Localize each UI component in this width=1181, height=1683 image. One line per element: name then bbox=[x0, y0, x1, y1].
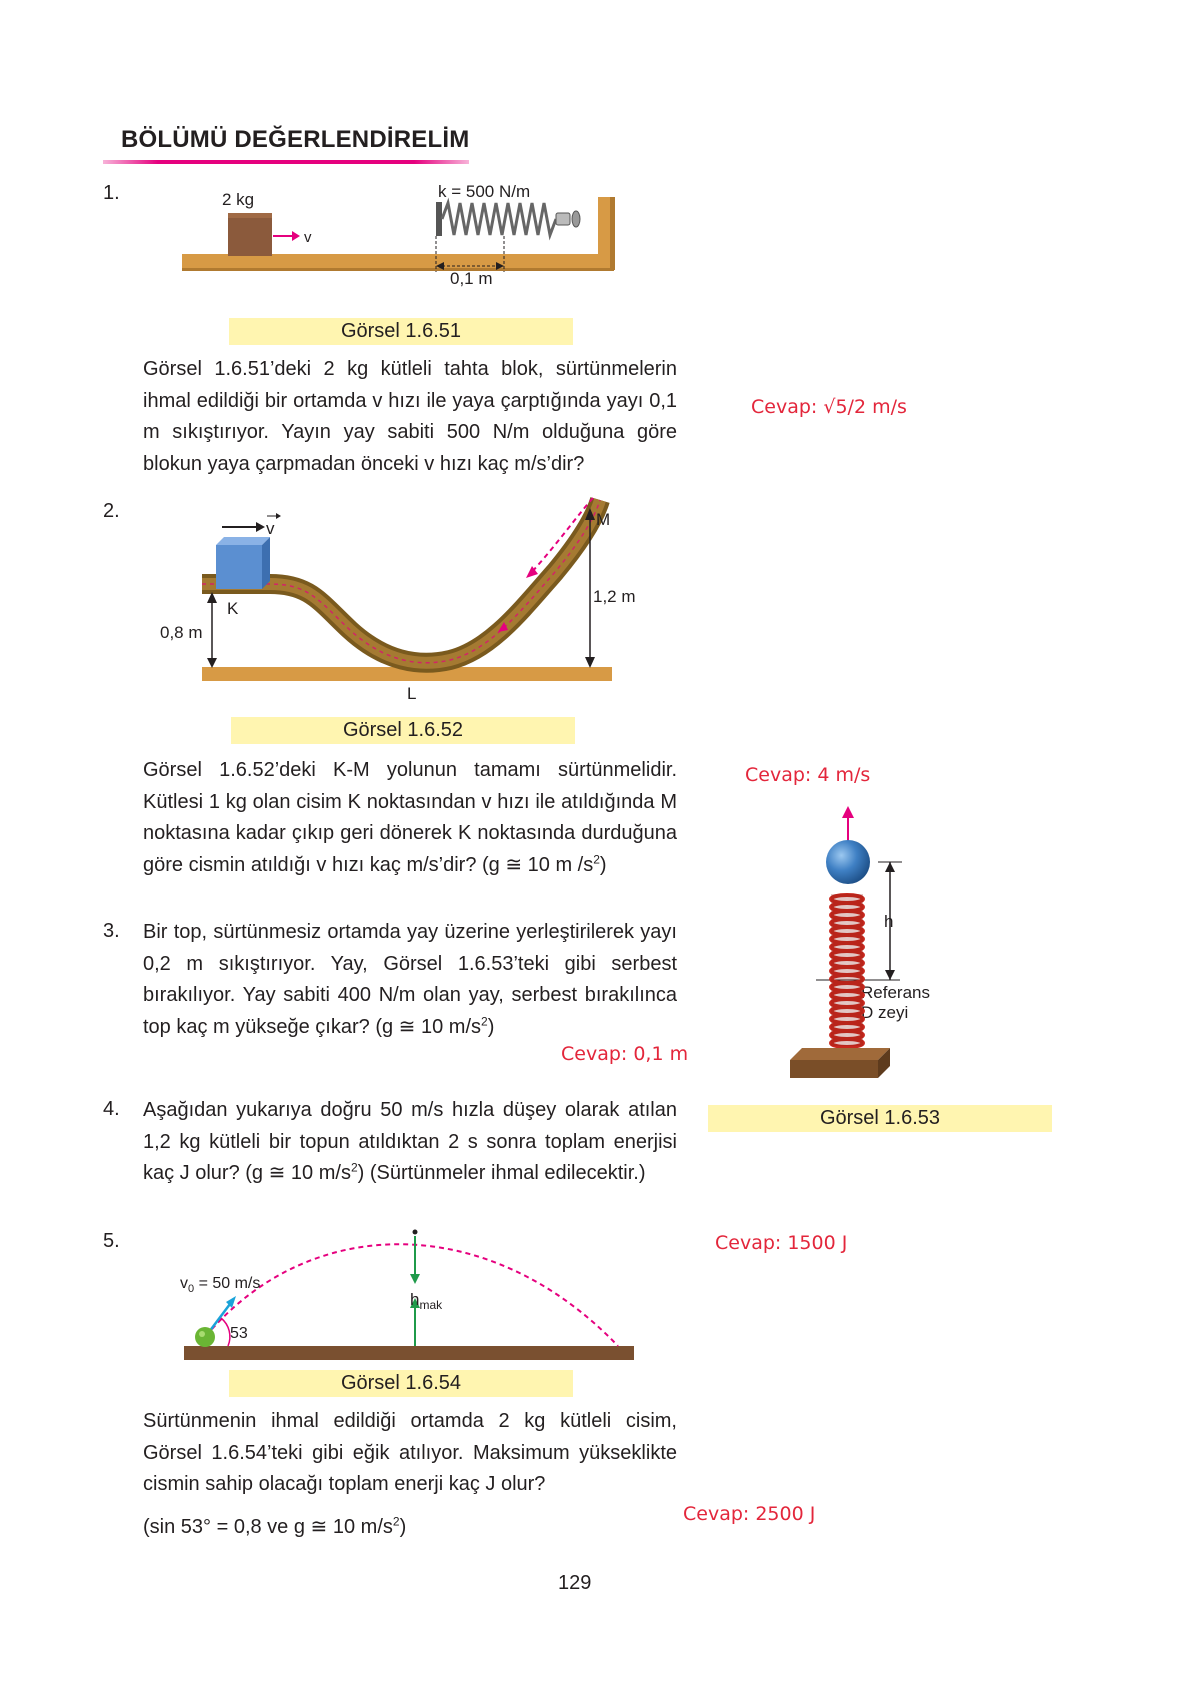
compression-label: 0,1 m bbox=[450, 269, 493, 288]
answer-4: Cevap: 1500 J bbox=[715, 1232, 848, 1254]
spring bbox=[442, 203, 556, 235]
point-m: M bbox=[596, 510, 611, 529]
up-arrow bbox=[842, 806, 854, 818]
question-number-2: 2. bbox=[103, 500, 120, 522]
v-label: v bbox=[266, 519, 275, 538]
wooden-track bbox=[182, 254, 614, 270]
height-m-label: 1,2 m bbox=[593, 587, 636, 606]
question-2-text: Görsel 1.6.52’deki K-M yolunun tamamı sürtünmelidir. Kütlesi 1 kg olan cisim K noktasından v hızı ile atıldığında M noktasına kadar çıkıp geri dönerek K noktasında durduğuna göre cismin atıldığı v hızı kaç m/s’dir? (g ≅ 10 m $/s^2$) bbox=[143, 759, 677, 876]
section-title: BÖLÜMÜ DEĞERLENDİRELİM bbox=[121, 126, 470, 153]
caption-1-6-54: Görsel 1.6.54 bbox=[229, 1370, 573, 1397]
reference-label-1: Referans bbox=[861, 983, 930, 1002]
question-5-formula: (sin 53° = 0,8 ve g ≅ 10 $m/s^2$) bbox=[143, 1514, 407, 1538]
question-number-4: 4. bbox=[103, 1098, 120, 1120]
green-ball bbox=[195, 1327, 215, 1347]
question-1-text: Görsel 1.6.51’deki 2 kg kütleli tahta blok, sürtünmelerin ihmal edildiği bir ortamda v hızı ile yaya çarptığında yayı 0,1 m sıkıştırıyor. Yayın yay sabiti 500 N/m olduğuna göre blokun yaya çarpmadan önceki v hızı kaç m/s’dir? bbox=[143, 358, 677, 475]
ground bbox=[184, 1346, 634, 1360]
height-k-label: 0,8 m bbox=[160, 623, 203, 642]
hmax-down-arrow bbox=[410, 1274, 420, 1284]
velocity-arrow bbox=[292, 231, 300, 241]
wooden-base bbox=[790, 1048, 890, 1060]
answer-3: Cevap: 0,1 m bbox=[561, 1043, 689, 1065]
answer-5: Cevap: 2500 J bbox=[683, 1503, 816, 1525]
title-underline bbox=[103, 160, 469, 164]
angle-label: 53 bbox=[230, 1325, 248, 1342]
question-3-text: Bir top, sürtünmesiz ortamda yay üzerine yerleştirilerek yayı 0,2 m sıkıştırıyor. Yay, Görsel 1.6.53’teki gibi serbest bırakılıyor. Yay sabiti 400 N/m olan yay, serbest bırakılınca top kaç m yükseğe çıkar? (g ≅ 10 $m/s^2$) bbox=[143, 921, 677, 1038]
figure-1-6-52 bbox=[160, 492, 660, 712]
caption-1-6-53: Görsel 1.6.53 bbox=[708, 1105, 1052, 1132]
question-5-text: Sürtünmenin ihmal edildiği ortamda 2 kg kütleli cisim, Görsel 1.6.54’teki gibi eğik atılıyor. Maksimum yükseklikte cismin sahip olacağı toplam enerji kaç J olur? bbox=[143, 1410, 677, 1495]
hmax-label: $h_{mak}$ bbox=[410, 1290, 443, 1312]
question-4-text: Aşağıdan yukarıya doğru 50 m/s hızla düşey olarak atılan 1,2 kg kütleli bir topun atıldıktan 2 s sonra toplam enerjisi kaç J olur? (g ≅ 10 $m/s^2$) (Sürtünmeler ihmal edilecektir.) bbox=[143, 1099, 677, 1184]
velocity-arrow bbox=[256, 522, 265, 532]
reference-label-2: D zeyi bbox=[861, 1003, 909, 1022]
page-number: 129 bbox=[558, 1572, 592, 1594]
question-number-5: 5. bbox=[103, 1230, 120, 1252]
ball bbox=[826, 840, 870, 884]
v0-label: $v_0 = 50$ m/s bbox=[180, 1275, 261, 1295]
answer-2: Cevap: 4 m/s bbox=[745, 764, 871, 786]
figure-1-6-51 bbox=[170, 180, 630, 310]
h-label: h bbox=[884, 912, 894, 931]
point-k: K bbox=[227, 599, 239, 618]
v-label: v bbox=[304, 229, 312, 246]
question-number-1: 1. bbox=[103, 182, 120, 204]
spring-constant-label: k = 500 N/m bbox=[438, 182, 531, 201]
mass-label: 2 kg bbox=[222, 190, 255, 209]
blue-block bbox=[216, 545, 262, 589]
figure-1-6-54 bbox=[170, 1222, 640, 1362]
point-l: L bbox=[407, 684, 417, 703]
caption-1-6-52: Görsel 1.6.52 bbox=[231, 717, 575, 744]
question-number-3: 3. bbox=[103, 920, 120, 942]
wooden-block bbox=[228, 213, 272, 256]
answer-1: Cevap: √5/2 m/s bbox=[751, 396, 907, 418]
caption-1-6-51: Görsel 1.6.51 bbox=[229, 318, 573, 345]
figure-1-6-53 bbox=[780, 802, 950, 1092]
